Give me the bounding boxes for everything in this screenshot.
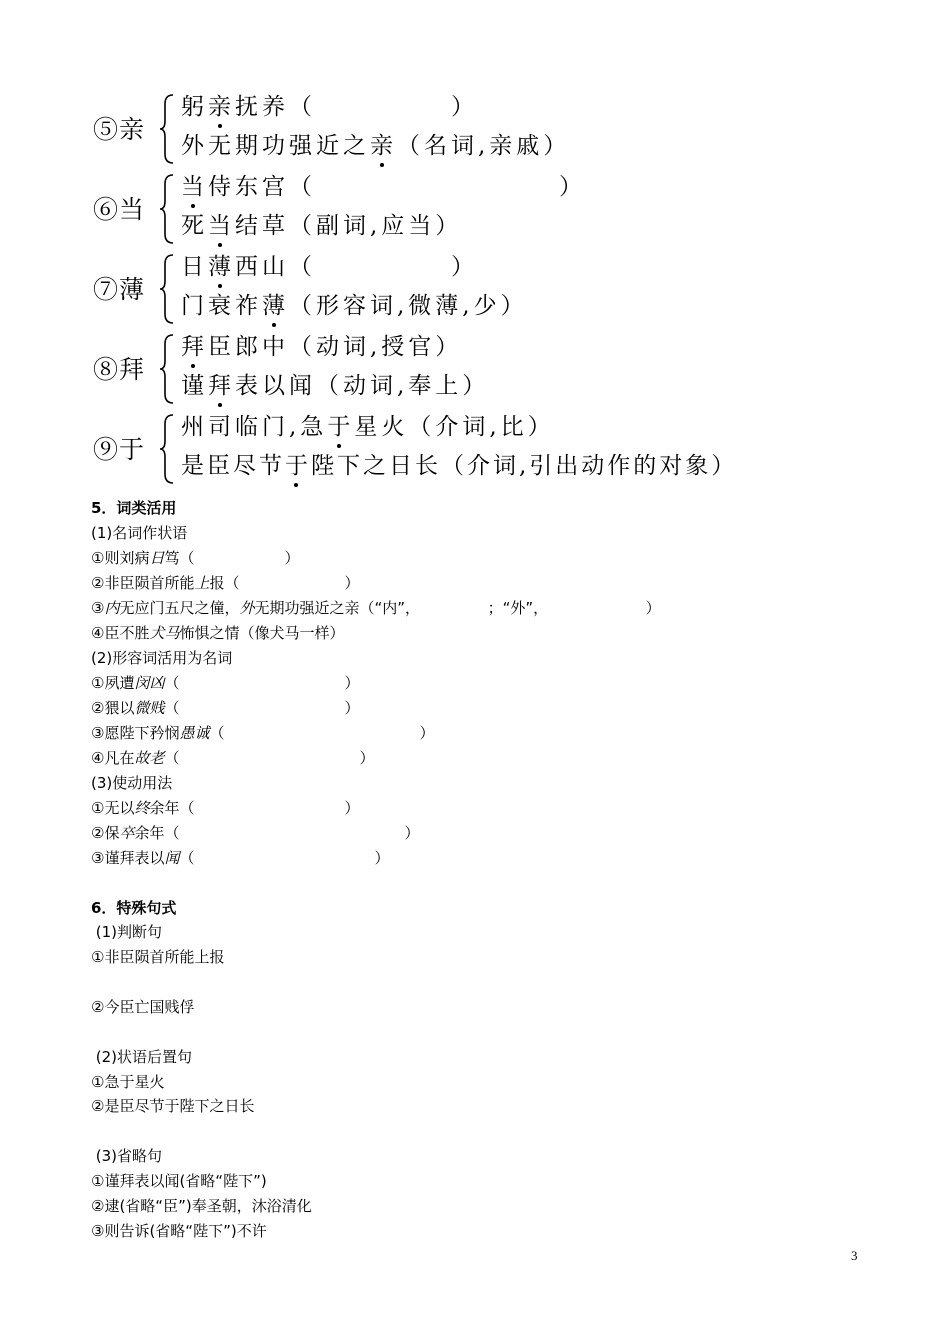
group-line-2: 是臣尽节于陛下之日长（介词,引出动作的对象） [181, 453, 738, 479]
list-item: ①则刘病日笃（ ） [91, 549, 300, 567]
list-item: ②非臣陨首所能上报（ ） [91, 574, 360, 592]
group-line-1: 当侍东宫（ ） [181, 174, 586, 200]
list-item: ③愿陛下矜悯愚诚（ ） [91, 724, 435, 742]
group-line-1: 州司临门,急于星火（介词,比） [181, 414, 555, 440]
word-group-yu [93, 412, 913, 488]
group-key: ⑦薄 [93, 275, 146, 304]
list-item: ②今臣亡国贱俘 [91, 998, 195, 1016]
word-group-dang [93, 172, 913, 248]
group-line-1: 日薄西山（ ） [181, 254, 478, 280]
list-item: ②保卒余年（ ） [91, 824, 420, 842]
section-6-sub3: (3)省略句 [91, 1147, 163, 1165]
list-item: ④凡在故老（ ） [91, 749, 375, 767]
group-line-1: 拜臣郎中（动词,授官） [181, 334, 463, 360]
list-item: ②逮(省略“臣”)奉圣朝，沐浴清化 [91, 1197, 312, 1215]
list-item: ①急于星火 [91, 1073, 165, 1091]
brace-icon [159, 174, 175, 244]
brace-icon [159, 94, 175, 164]
group-line-2: 门衰祚薄（形容词,微薄,少） [181, 293, 528, 319]
group-line-1: 躬亲抚养（ ） [181, 94, 478, 120]
section-5-sub3: (3)使动用法 [91, 774, 173, 792]
brace-icon [159, 254, 175, 324]
group-key: ⑧拜 [93, 355, 146, 384]
section-6-sub2: (2)状语后置句 [91, 1048, 193, 1066]
group-line-2: 外无期功强近之亲（名词,亲戚） [181, 133, 571, 159]
section-5-sub1: (1)名词作状语 [91, 524, 188, 542]
group-key: ⑥当 [93, 195, 146, 224]
group-line-2: 死当结草（副词,应当） [181, 213, 463, 239]
list-item: ②是臣尽节于陛下之日长 [91, 1097, 255, 1115]
brace-icon [159, 414, 175, 484]
list-item: ①夙遭闵凶（ ） [91, 674, 360, 692]
section-5-sub2: (2)形容词活用为名词 [91, 649, 233, 667]
list-item: ②猥以微贱（ ） [91, 699, 360, 717]
list-item: ③内无应门五尺之僮，外无期功强近之亲（“内”， ；“外”， ） [91, 599, 661, 617]
group-key: ⑤亲 [93, 115, 146, 144]
list-item: ④臣不胜犬马怖惧之情（像犬马一样） [91, 624, 345, 642]
word-group-qin [93, 92, 913, 168]
word-group-bai [93, 332, 913, 408]
section-6-sub1: (1)判断句 [91, 923, 163, 941]
group-line-2: 谨拜表以闻（动词,奉上） [181, 373, 490, 399]
list-item: ①谨拜表以闻(省略“陛下”) [91, 1172, 267, 1190]
list-item: ①无以终余年（ ） [91, 799, 360, 817]
page-number: 3 [851, 1248, 858, 1263]
brace-icon [159, 334, 175, 404]
list-item: ①非臣陨首所能上报 [91, 948, 225, 966]
section-6-title: 6．特殊句式 [91, 899, 177, 917]
section-5-title: 5．词类活用 [91, 499, 177, 517]
group-key: ⑨于 [93, 435, 146, 464]
list-item: ③谨拜表以闻（ ） [91, 849, 390, 867]
word-group-bao [93, 252, 913, 328]
list-item: ③则告诉(省略“陛下”)不许 [91, 1222, 267, 1240]
